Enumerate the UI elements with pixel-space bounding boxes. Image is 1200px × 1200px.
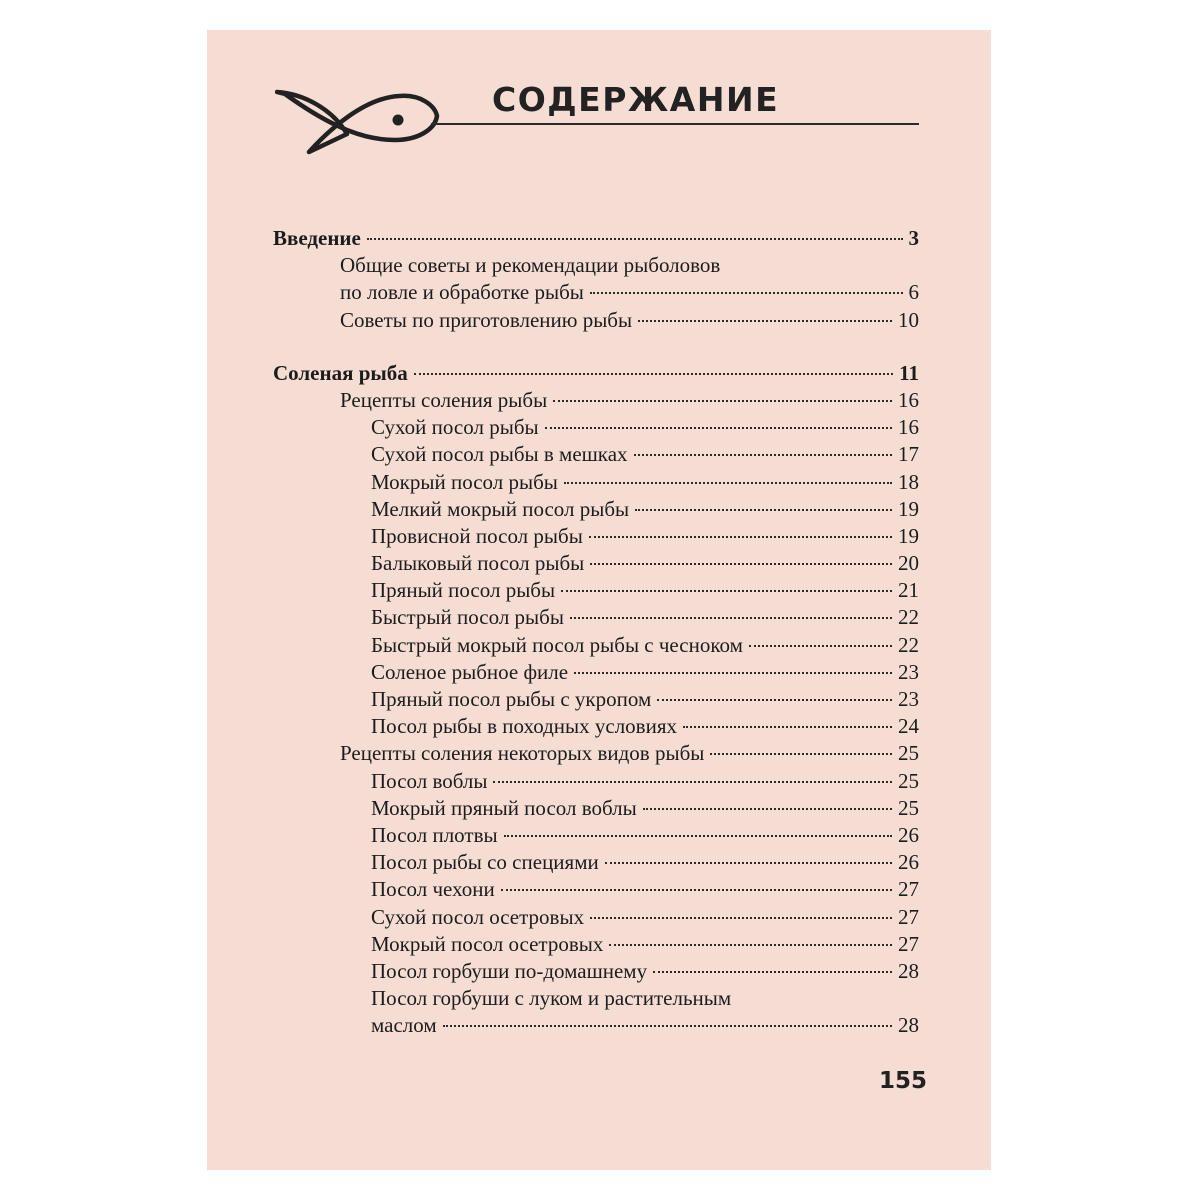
toc-entry[interactable]: [273, 686, 919, 713]
toc-page: 28: [898, 1013, 919, 1038]
toc-label: Посол рыбы со специями: [371, 850, 599, 875]
toc-page: 21: [898, 578, 919, 603]
toc-label: Мокрый посол осетровых: [371, 931, 604, 956]
toc-page: 23: [898, 659, 919, 684]
toc-page: 25: [898, 795, 919, 820]
toc-label: Соленая рыба: [273, 360, 408, 385]
toc-label: Сухой посол рыбы: [371, 415, 539, 440]
toc-page: 6: [908, 280, 919, 305]
dot-leader: [367, 238, 903, 240]
toc-entry[interactable]: [273, 414, 919, 441]
toc-label-line: Общие советы и рекомендации рыболовов: [340, 253, 721, 278]
toc-page: 27: [898, 904, 919, 929]
toc-entry[interactable]: [273, 659, 919, 686]
dot-leader: [443, 1025, 892, 1027]
toc-label: Рецепты соления некоторых видов рыбы: [340, 741, 705, 766]
dot-leader: [635, 509, 892, 511]
toc-page: 22: [898, 632, 919, 657]
dot-leader: [564, 482, 892, 484]
toc-label: Советы по приготовлению рыбы: [340, 307, 633, 332]
toc-page: 19: [898, 496, 919, 521]
table-of-contents: [273, 225, 919, 1039]
toc-page: 24: [898, 714, 919, 739]
toc-entry[interactable]: [273, 904, 919, 931]
toc-page: 19: [898, 523, 919, 548]
dot-leader: [561, 590, 892, 592]
dot-leader: [638, 320, 892, 322]
toc-entry[interactable]: [273, 958, 919, 985]
toc-entry[interactable]: [273, 469, 919, 496]
toc-page: 18: [898, 469, 919, 494]
toc-label: Посол горбуши по-домашнему: [371, 958, 648, 983]
dot-leader: [504, 835, 892, 837]
toc-label: Посол чехони: [371, 877, 495, 902]
toc-label: Сухой посол осетровых: [371, 904, 585, 929]
dot-leader: [589, 536, 892, 538]
toc-entry-intro[interactable]: [273, 225, 919, 252]
toc-label: Рецепты соления рыбы: [340, 387, 548, 412]
toc-label: Балыковый посол рыбы: [371, 551, 585, 576]
toc-entry[interactable]: [273, 713, 919, 740]
dot-leader: [553, 400, 892, 402]
dot-leader: [609, 944, 892, 946]
toc-page: 28: [898, 958, 919, 983]
toc-entry[interactable]: [273, 577, 919, 604]
toc-label: Посол рыбы в походных условиях: [371, 714, 677, 739]
toc-label: Посол воблы: [371, 768, 488, 793]
dot-leader: [749, 645, 892, 647]
toc-label: Мокрый посол рыбы: [371, 469, 558, 494]
dot-leader: [710, 753, 892, 755]
dot-leader: [634, 454, 892, 456]
toc-label: Соленое рыбное филе: [371, 659, 569, 684]
toc-entry[interactable]: [273, 931, 919, 958]
title-rule: [431, 123, 919, 125]
book-page: [207, 30, 991, 1170]
toc-entry[interactable]: [273, 632, 919, 659]
toc-label: маслом: [371, 1013, 437, 1038]
dot-leader: [501, 889, 892, 891]
toc-label: Быстрый мокрый посол рыбы с чесноком: [371, 632, 743, 657]
section-gap: [273, 334, 919, 360]
toc-entry-species[interactable]: [273, 740, 919, 767]
page-title: СОДЕРЖАНИЕ: [492, 80, 780, 119]
dot-leader: [590, 917, 892, 919]
toc-page: 23: [898, 687, 919, 711]
toc-entry[interactable]: [273, 876, 919, 903]
dot-leader: [590, 563, 892, 565]
dot-leader: [653, 971, 892, 973]
toc-page: 10: [898, 307, 919, 332]
toc-page: 11: [899, 360, 919, 385]
toc-label: Сухой посол рыбы в мешках: [371, 442, 628, 467]
dot-leader: [590, 292, 903, 294]
dot-leader: [657, 699, 892, 701]
toc-page: 22: [898, 605, 919, 630]
toc-entry[interactable]: [273, 279, 919, 306]
toc-page: 27: [898, 931, 919, 956]
toc-entry[interactable]: [273, 496, 919, 523]
toc-entry[interactable]: [273, 849, 919, 876]
toc-label: Мокрый пряный посол воблы: [371, 795, 637, 820]
toc-label: Быстрый посол рыбы: [371, 605, 564, 630]
dot-leader: [574, 672, 892, 674]
toc-entry[interactable]: [273, 307, 919, 334]
toc-entry[interactable]: [273, 604, 919, 631]
dot-leader: [643, 808, 892, 810]
dot-leader: [545, 427, 892, 429]
toc-page: 25: [898, 741, 919, 766]
toc-label: по ловле и обработке рыбы: [340, 280, 584, 305]
toc-page: 20: [898, 551, 919, 576]
toc-label: Пряный посол рыбы: [371, 578, 556, 603]
dot-leader: [605, 862, 892, 864]
toc-entry[interactable]: [273, 523, 919, 550]
toc-entry[interactable]: [273, 768, 919, 795]
toc-label: Провисной посол рыбы: [371, 523, 583, 548]
toc-page: 27: [898, 877, 919, 902]
toc-page: 26: [898, 822, 919, 847]
toc-label: Введение: [273, 226, 361, 250]
toc-entry[interactable]: [273, 822, 919, 849]
toc-page: 16: [898, 387, 919, 412]
toc-page: 3: [908, 226, 919, 250]
dot-leader: [493, 781, 892, 783]
toc-page: 26: [898, 850, 919, 875]
toc-entry-recipes[interactable]: [273, 387, 919, 414]
toc-label: Посол плотвы: [371, 822, 498, 847]
toc-page: 25: [898, 768, 919, 793]
toc-label: Мелкий мокрый посол рыбы: [371, 496, 630, 521]
dot-leader: [683, 726, 892, 728]
toc-entry[interactable]: [273, 550, 919, 577]
toc-label: Пряный посол рыбы с укропом: [371, 687, 652, 711]
toc-entry[interactable]: [273, 441, 919, 468]
toc-label-line: Посол горбуши с луком и растительным: [371, 986, 732, 1011]
toc-page: 16: [898, 415, 919, 440]
dot-leader: [414, 373, 893, 375]
toc-entry-salted[interactable]: [273, 360, 919, 387]
fish-icon: [275, 82, 441, 172]
toc-page: 17: [898, 442, 919, 467]
page-number: 155: [879, 1068, 928, 1094]
toc-entry[interactable]: [273, 795, 919, 822]
toc-entry[interactable]: [273, 1012, 919, 1039]
dot-leader: [570, 617, 892, 619]
